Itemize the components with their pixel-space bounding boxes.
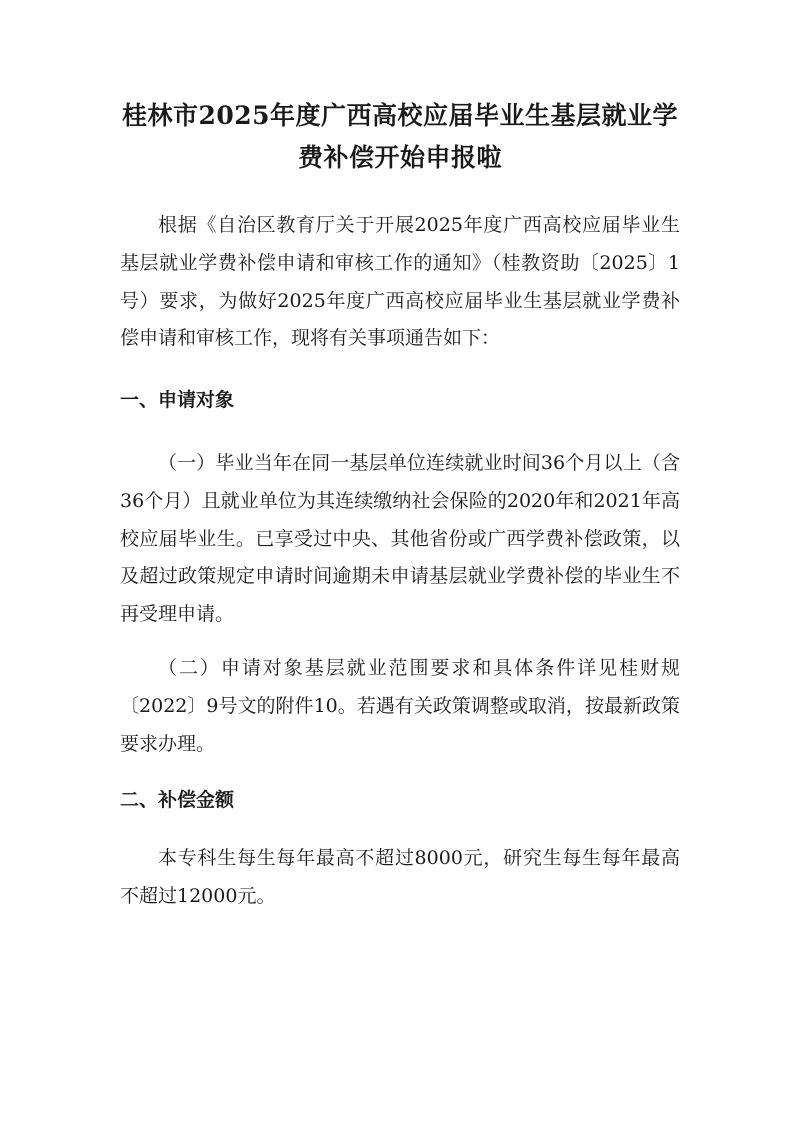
paragraph-applicants-1: （一）毕业当年在同一基层单位连续就业时间36个月以上（含36个月）且就业单位为其连续缴纳社会保险的2020年和2021年高校应届毕业生。已享受过中央、其他省份或广西学费补偿政策，以及超过政策规定申请时间逾期未申请基层就业学费补偿的毕业生不再受理申请。	[120, 451, 680, 626]
paragraph-applicants-2: （二）申请对象基层就业范围要求和具体条件详见桂财规〔2022〕9号文的附件10。若遇有关政策调整或取消，按最新政策要求办理。	[120, 656, 680, 755]
section-heading-amount: 二、补偿金额	[120, 789, 235, 812]
paragraph-amount: 本专科生每生每年最高不超过8000元，研究生每生每年最高不超过12000元。	[120, 847, 680, 907]
section-heading-applicants: 一、申请对象	[120, 389, 235, 412]
intro-paragraph: 根据《自治区教育厅关于开展2025年度广西高校应届毕业生基层就业学费补偿申请和审核工作的通知》（桂教资助〔2025〕1号）要求，为做好2025年度广西高校应届毕业生基层就业学费补偿申请和审核工作，现将有关事项通告如下：	[120, 214, 680, 350]
document-title: 桂林市2025年度广西高校应届毕业生基层就业学费补偿开始申报啦	[121, 101, 679, 172]
document-page	[120, 95, 680, 916]
